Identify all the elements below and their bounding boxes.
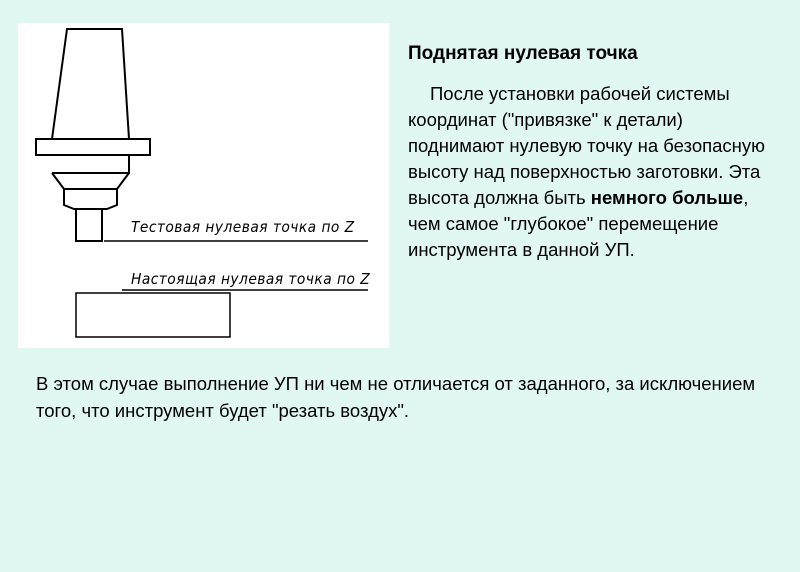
test-zero-label: Тестовая нулевая точка по Z [131,218,355,236]
description-paragraph [408,81,778,263]
conclusion-text: В этом случае выполнение УП ни чем не отличается от заданного, за исключением того, что инструмент будет "резать воздух". [36,373,756,421]
tool-taper [52,29,129,139]
paragraph-text-1: После установки рабочей системы координат ("привязке" к детали) поднимают нулевую точку на безопасную высоту над поверхностью заготовки. Эта высота должна быть [408,83,766,208]
paragraph-text-2: , чем самое "глубокое" перемещение инструмента в данной УП. [408,187,749,260]
tool-flange [36,139,150,155]
tool-diagram [18,23,389,348]
workpiece [76,293,230,337]
tool-neck [52,173,129,189]
section-title: Поднятая нулевая точка [408,43,638,64]
tool-cutter [76,209,102,241]
tool-collar [52,155,129,173]
tool-body [64,189,117,209]
real-zero-label: Настоящая нулевая точка по Z [131,270,371,288]
paragraph-bold-text: немного больше [590,187,744,208]
tool-drawing [18,23,389,348]
